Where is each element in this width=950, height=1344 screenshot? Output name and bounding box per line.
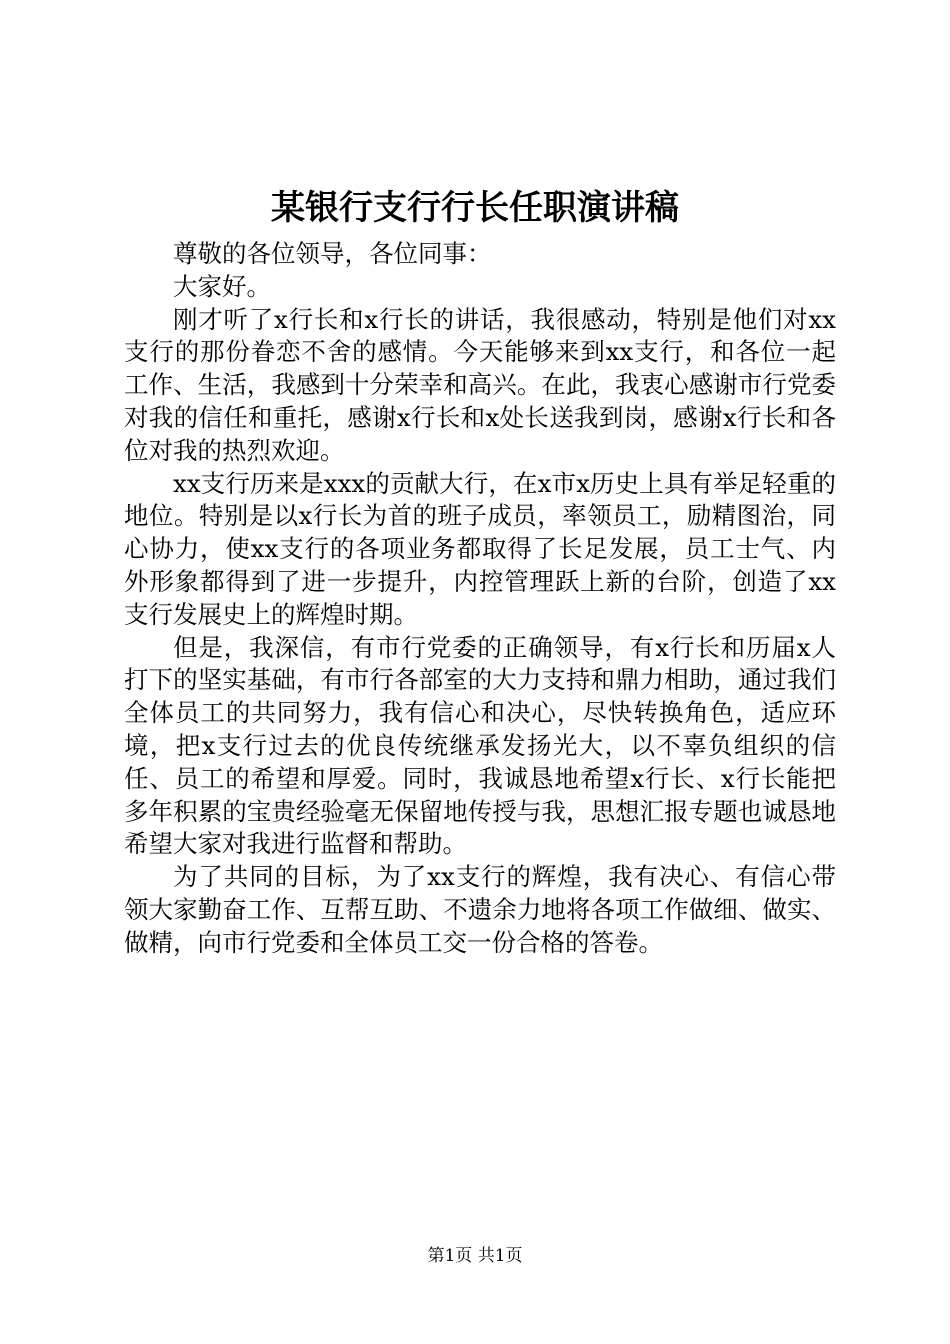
paragraph: 为了共同的目标，为了xx支行的辉煌，我有决心、有信心带领大家勤奋工作、互帮互助、不遗余力地将各项工作做细、做实、做精，向市行党委和全体员工交一份合格的答卷。 — [124, 862, 836, 957]
page-number-footer: 第1页 共1页 — [427, 1246, 523, 1266]
salutation: 尊敬的各位领导，各位同事： — [173, 239, 492, 268]
paragraph: 刚才听了x行长和x行长的讲话，我很感动，特别是他们对xx支行的那份眷恋不舍的感情。今天能够来到xx支行，和各位一起工作、生活，我感到十分荣幸和高兴。在此，我衷心感谢市行党委对我的信任和重托，感谢x行长和x处长送我到岗，感谢x行长和各位对我的热烈欢迎。 — [124, 304, 836, 465]
paragraph: xx支行历来是xxx的贡献大行，在x市x历史上具有举足轻重的地位。特别是以x行长为首的班子成员，率领员工，励精图治，同心协力，使xx支行的各项业务都取得了长足发展，员工士气、内外形象都得到了进一步提升，内控管理跃上新的台阶，创造了xx支行发展史上的辉煌时期。 — [124, 468, 836, 629]
document-title: 某银行支行行长任职演讲稿 — [271, 188, 679, 228]
paragraph: 但是，我深信，有市行党委的正确领导，有x行长和历届x人打下的坚实基础，有市行各部室的大力支持和鼎力相助，通过我们全体员工的共同努力，我有信心和决心，尽快转换角色，适应环境，把x支行过去的优良传统继承发扬光大，以不辜负组织的信任、员工的希望和厚爱。同时，我诚恳地希望x行长、x行长能把多年积累的宝贵经验毫无保留地传授与我，思想汇报专题也诚恳地希望大家对我进行监督和帮助。 — [124, 632, 836, 859]
greeting: 大家好。 — [173, 271, 271, 301]
document-body — [124, 238, 836, 960]
